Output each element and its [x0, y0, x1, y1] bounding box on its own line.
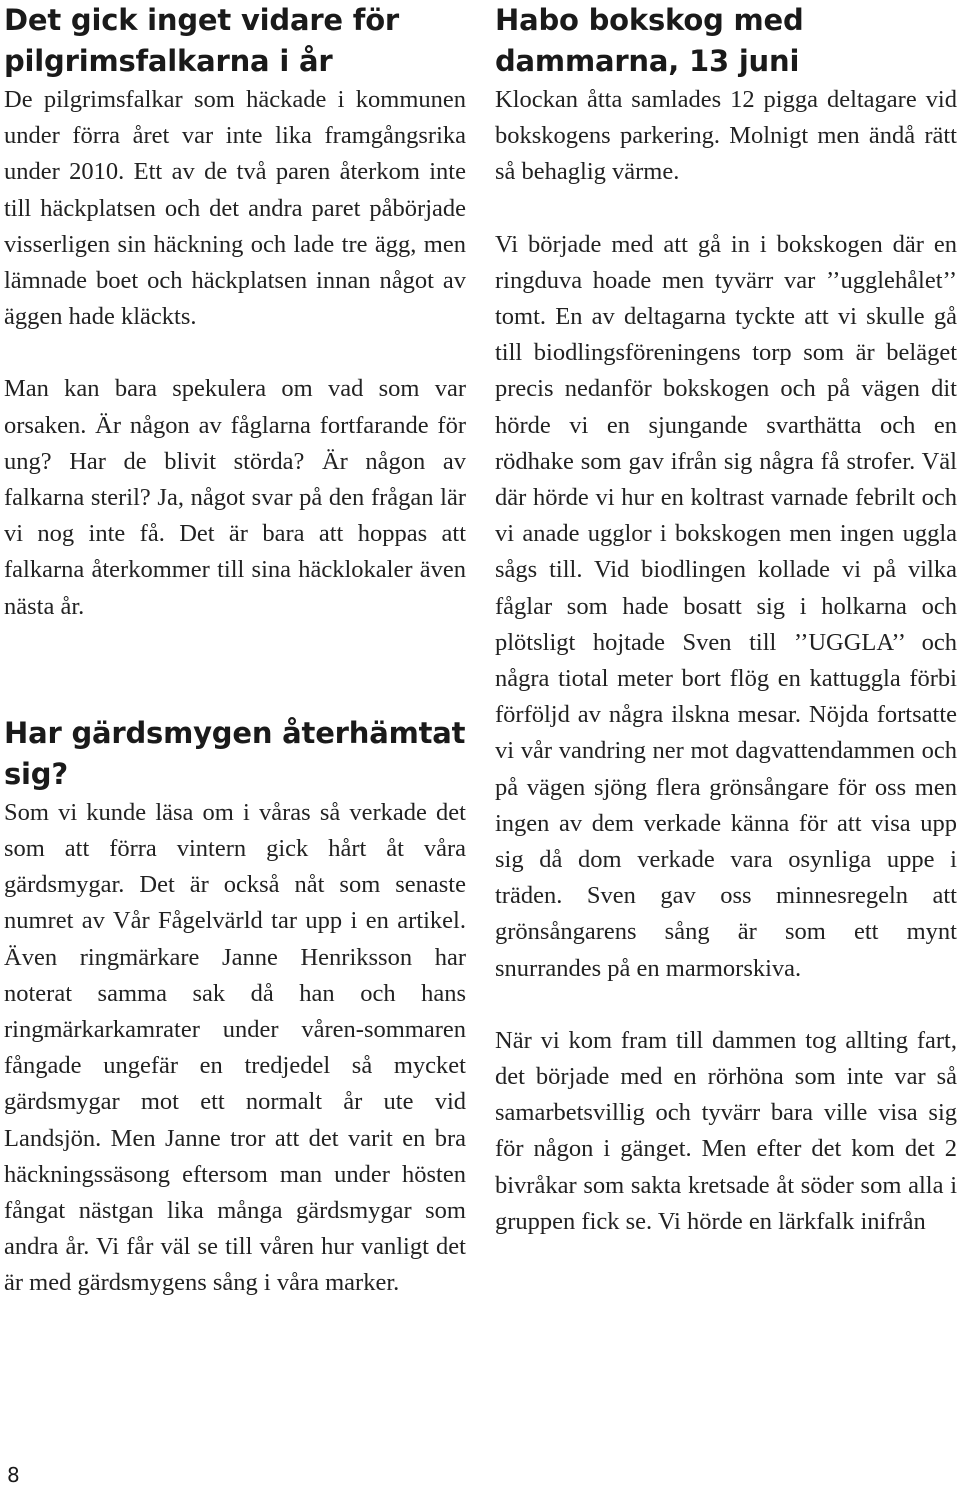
article-title: Har gärdsmygen återhämtat sig? [4, 715, 466, 791]
article-paragraph: När vi kom fram till dammen tog allting fart, det började med en rörhöna som inte var så samarbetsvillig och tyvärr bara ville visa sig för någon i gänget. Men efter det kom det 2 bivråkar som sakta kretsade åt söder som alla i gruppen fick se. Vi hörde en lärkfalk inifrån [495, 1026, 957, 1235]
article-title: Det gick inget vidare för pilgrimsfalkarna i år [4, 3, 400, 78]
article-gardsmygen [4, 713, 466, 1302]
article-habo-bokskog [495, 0, 957, 1240]
article-paragraph: Klockan åtta samlades 12 pigga deltagare vid bokskogens parkering. Molnigt men ändå rätt så behaglig värme. [495, 86, 957, 186]
article-paragraph: Som vi kunde läsa om i våras så verkade det som att förra vintern gick hårt åt våra gärdsmygar. Det är också nåt som senaste numret av Vår Fågelvärld tar upp i en artikel. Även ringmärkare Janne Henriksson har noterat samma sak då han och hans ringmärkarkamrater under våren-sommaren fångade ungefär en tredjedel så mycket gärdsmygar mot ett normalt år ute vid Landsjön. Men Janne tror att det varit en bra häckningssäsong eftersom man under hösten fångat nästgan lika många gärdsmygar som andra år. Vi får väl se till våren hur vanligt det är med gärdsmygens sång i våra marker. [4, 798, 466, 1297]
article-paragraph: De pilgrimsfalkar som häckade i kommunen under förra året var inte lika framgångsrika under 2010. Ett av de två paren återkom inte till häckplatsen och det andra paret påbörjade visserligen sin häckning och lade tre ägg, men lämnade boet och häckplatsen innan något av äggen hade kläckts. [4, 86, 466, 331]
article-paragraph: Vi började med att gå in i bokskogen där en ringduva hoade men tyvärr var ’’ugglehålet’’ tomt. En av deltagarna tyckte att vi skulle gå till biodlingsföreningens torp som är beläget precis nedanför bokskogen och på vägen dit hörde vi en sjungande svarthätta och en rödhake som gav ifrån sig några få strofer. Väl där hörde vi hur en koltrast varnade febrilt och vi anade ugglor i bokskogen men ingen uggla sågs till. Vid biodlingen kollade vi på vilka fåglar som hade bosatt sig i holkarna och plötsligt hojtade Sven till ’’UGGLA’’ och några tiotal meter bort flög en kattuggla förbi förföljd av några ilskna mesar. Nöjda fortsatte vi vår vandring ner mot dagvattendammen och på vägen sjöng flera grönsångare för oss men ingen av dem verkade känna för att visa upp sig då dom verkade vara osynliga uppe i träden. Sven gav oss minnesregeln att grönsångarens sång är som ett mynt snurrandes på en marmorskiva. [495, 230, 957, 982]
right-column [495, 0, 957, 1240]
article-title: Habo bokskog med dammarna, 13 juni [495, 3, 804, 78]
page-number: 8 [7, 1463, 20, 1487]
article-pilgrimsfalkar [4, 0, 466, 625]
left-column [4, 0, 466, 1302]
article-paragraph: Man kan bara spekulera om vad som var orsaken. Är någon av fåglarna fortfarande för ung? Har de blivit störda? Är någon av falkarna steril? Ja, något svar på den frågan lär vi nog inte få. Det är bara att hoppas att falkarna återkommer till sina häcklokaler även nästa år. [4, 375, 466, 620]
